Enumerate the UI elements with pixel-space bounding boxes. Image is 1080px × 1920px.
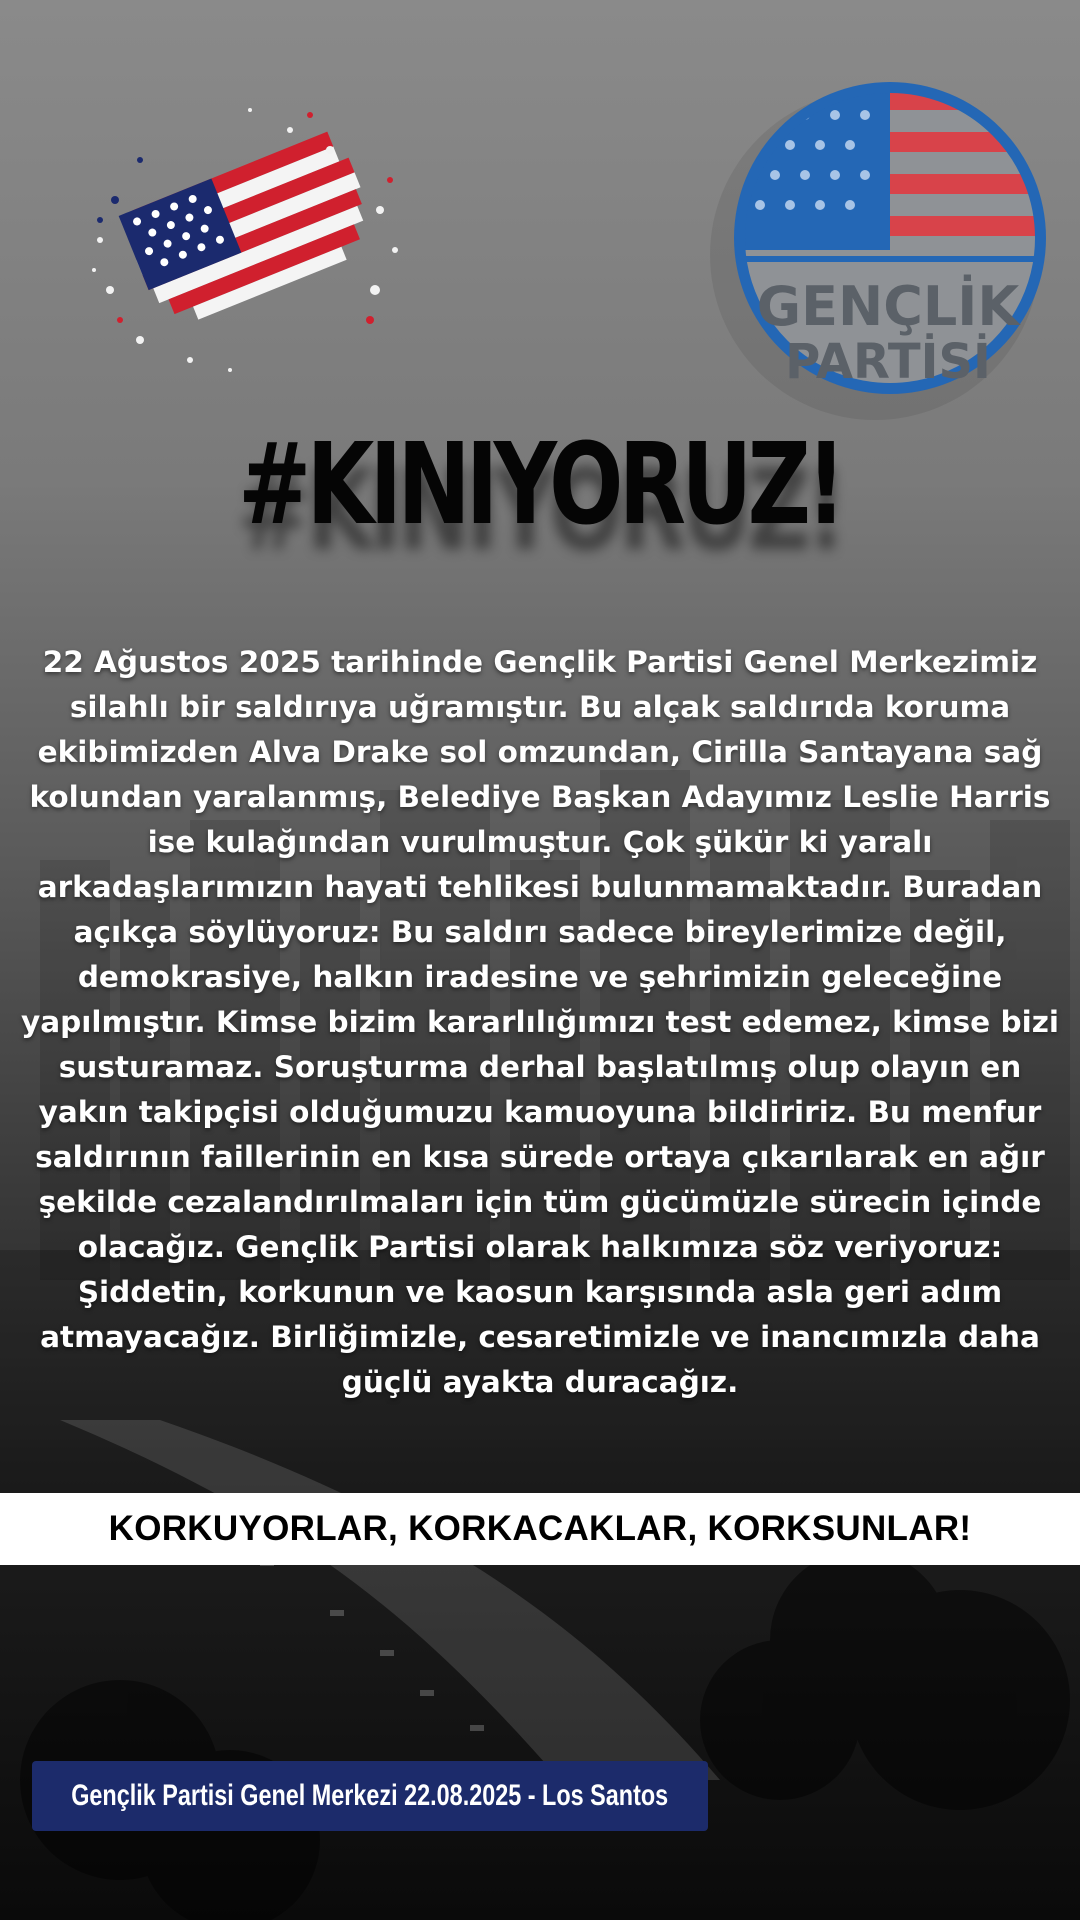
headline-container (0, 420, 1080, 560)
usa-flag-splash-icon (80, 90, 410, 380)
logo-line1: GENÇLİK (756, 275, 1020, 338)
footer-text: Gençlik Partisi Genel Merkezi 22.08.2025 - Los Santos (71, 1779, 669, 1812)
press-statement: 22 Ağustos 2025 tarihinde Gençlik Partisi Genel Merkezimiz silahlı bir saldırıya uğramıştır. Bu alçak saldırıda koruma ekibimizden Alva Drake sol omzundan, Cirilla Santayana sağ kolundan yaralanmış, Belediye Başkan Adayımız Leslie Harris ise kulağından vurulmuştur. Çok şükür ki yaralı arkadaşlarımızın hayati tehlikesi bulunmamaktadır. Buradan açıkça söylüyoruz: Bu saldırı sadece bireylerimize değil, demokrasiye, halkın iradesine ve şehrimizin geleceğine yapılmıştır. Kimse bizim kararlılığımızı test edemez, kimse bizi susturamaz. Soruşturma derhal başlatılmış olup olayın en yakın takipçisi olduğumuzu kamuoyuna bildiririz. Bu menfur saldırının faillerinin en kısa sürede ortaya çıkarılarak en ağır şekilde cezalandırılmaları için tüm gücümüzle sürecin içinde olacağız. Gençlik Partisi olarak halkımıza söz veriyoruz: Şiddetin, korkunun ve kaosun karşısında asla geri adım atmayacağız. Birliğimizle, cesaretimizle ve inancımızla daha güçlü ayakta duracağız. (21, 645, 1059, 1399)
logo-line2: PARTİSİ (785, 334, 991, 390)
slogan: KORKUYORLAR, KORKACAKLAR, KORKSUNLAR! (108, 1509, 972, 1548)
headline: #KINIYORUZ! (238, 420, 842, 550)
slogan-band (0, 1493, 1080, 1565)
party-logo-flag-icon (700, 60, 1060, 420)
footer-banner (32, 1761, 708, 1831)
